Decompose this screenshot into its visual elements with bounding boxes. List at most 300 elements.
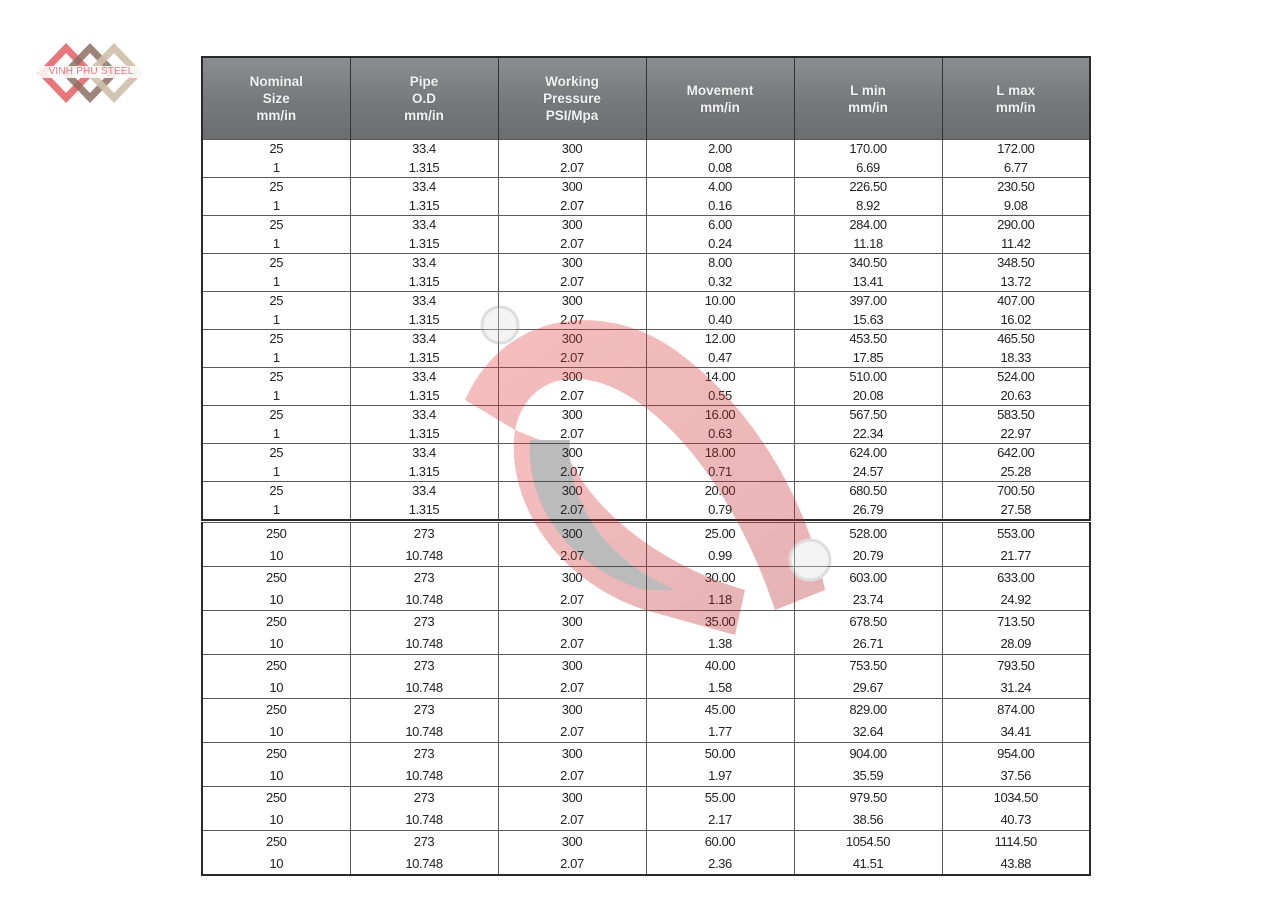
imperial-value: 26.79: [852, 501, 884, 517]
imperial-value: 18.33: [1000, 349, 1032, 365]
cell-size: [202, 444, 350, 482]
imperial-value: 10: [269, 547, 284, 563]
imperial-value: 24.57: [852, 463, 884, 479]
cell-movement: [646, 567, 794, 611]
metric-value: 300: [561, 790, 583, 805]
cell-lmin: [794, 140, 942, 178]
metric-value: 25: [269, 141, 284, 156]
cell-movement: [646, 406, 794, 444]
imperial-value: 10.748: [405, 547, 443, 563]
imperial-value: 10.748: [405, 591, 443, 607]
imperial-value: 2.07: [560, 387, 584, 403]
imperial-value: 10.748: [405, 635, 443, 651]
metric-value: 2.00: [708, 141, 732, 156]
imperial-value: 10: [269, 855, 284, 871]
metric-value: 583.50: [997, 407, 1035, 422]
cell-od: [350, 655, 498, 699]
metric-value: 300: [561, 179, 583, 194]
spec-table-section-1: [201, 56, 1091, 521]
cell-pressure: [498, 655, 646, 699]
imperial-value: 10.748: [405, 679, 443, 695]
cell-od: [350, 406, 498, 444]
metric-value: 753.50: [849, 658, 887, 673]
cell-size: [202, 216, 350, 254]
imperial-value: 2.07: [560, 591, 584, 607]
imperial-value: 0.08: [708, 159, 732, 175]
metric-value: 340.50: [849, 255, 887, 270]
cell-size: [202, 140, 350, 178]
cell-pressure: [498, 699, 646, 743]
metric-value: 300: [561, 834, 583, 849]
cell-size: [202, 743, 350, 787]
cell-lmin: [794, 611, 942, 655]
cell-pressure: [498, 216, 646, 254]
imperial-value: 2.07: [560, 679, 584, 695]
metric-value: 16.00: [704, 407, 736, 422]
metric-value: 60.00: [704, 834, 736, 849]
imperial-value: 10: [269, 811, 284, 827]
metric-value: 284.00: [849, 217, 887, 232]
metric-value: 700.50: [997, 483, 1035, 498]
imperial-value: 0.32: [708, 273, 732, 289]
cell-od: [350, 611, 498, 655]
cell-pressure: [498, 444, 646, 482]
metric-value: 1054.50: [845, 834, 891, 849]
imperial-value: 22.97: [1000, 425, 1032, 441]
imperial-value: 1.315: [408, 273, 440, 289]
metric-value: 524.00: [997, 369, 1035, 384]
imperial-value: 1: [272, 197, 280, 213]
imperial-value: 1: [272, 273, 280, 289]
imperial-value: 2.07: [560, 311, 584, 327]
cell-od: [350, 831, 498, 876]
metric-value: 510.00: [849, 369, 887, 384]
cell-lmax: [942, 292, 1090, 330]
imperial-value: 2.07: [560, 501, 584, 517]
imperial-value: 1.315: [408, 463, 440, 479]
imperial-value: 1: [272, 349, 280, 365]
imperial-value: 1.315: [408, 425, 440, 441]
imperial-value: 20.79: [852, 547, 884, 563]
cell-od: [350, 567, 498, 611]
cell-movement: [646, 699, 794, 743]
cell-lmin: [794, 330, 942, 368]
imperial-value: 2.07: [560, 349, 584, 365]
cell-pressure: [498, 567, 646, 611]
cell-lmax: [942, 787, 1090, 831]
cell-od: [350, 330, 498, 368]
metric-value: 633.00: [997, 570, 1035, 585]
cell-lmin: [794, 368, 942, 406]
metric-value: 25: [269, 331, 284, 346]
metric-value: 603.00: [849, 570, 887, 585]
metric-value: 50.00: [704, 746, 736, 761]
metric-value: 1114.50: [994, 834, 1037, 849]
metric-value: 35.00: [704, 614, 736, 629]
imperial-value: 1.315: [408, 235, 440, 251]
imperial-value: 10.748: [405, 723, 443, 739]
cell-size: [202, 254, 350, 292]
cell-pressure: [498, 406, 646, 444]
metric-value: 33.4: [412, 483, 436, 498]
cell-od: [350, 523, 498, 567]
imperial-value: 20.08: [852, 387, 884, 403]
cell-lmax: [942, 743, 1090, 787]
spec-table-section-2: [201, 522, 1091, 876]
cell-movement: [646, 178, 794, 216]
table-row: [202, 140, 1090, 178]
cell-lmin: [794, 444, 942, 482]
metric-value: 348.50: [997, 255, 1035, 270]
imperial-value: 11.42: [1000, 235, 1031, 251]
metric-value: 273: [413, 570, 435, 585]
cell-movement: [646, 330, 794, 368]
cell-lmax: [942, 406, 1090, 444]
cell-size: [202, 292, 350, 330]
table-row: [202, 406, 1090, 444]
metric-value: 250: [266, 702, 287, 717]
imperial-value: 1: [272, 463, 280, 479]
table-row: [202, 831, 1090, 876]
cell-size: [202, 178, 350, 216]
imperial-value: 1.315: [408, 349, 440, 365]
imperial-value: 1.58: [708, 679, 732, 695]
imperial-value: 13.41: [852, 273, 884, 289]
metric-value: 624.00: [849, 445, 887, 460]
imperial-value: 2.17: [708, 811, 732, 827]
imperial-value: 31.24: [1000, 679, 1032, 695]
table-row: [202, 254, 1090, 292]
cell-movement: [646, 368, 794, 406]
metric-value: 6.00: [708, 217, 732, 232]
metric-value: 250: [266, 526, 287, 541]
imperial-value: 0.55: [708, 387, 732, 403]
imperial-value: 21.77: [1000, 547, 1032, 563]
imperial-value: 0.24: [708, 235, 732, 251]
imperial-value: 10.748: [405, 855, 443, 871]
imperial-value: 1.77: [708, 723, 732, 739]
metric-value: 55.00: [704, 790, 736, 805]
table-row: [202, 699, 1090, 743]
imperial-value: 1: [272, 235, 280, 251]
metric-value: 33.4: [412, 407, 436, 422]
imperial-value: 26.71: [852, 635, 884, 651]
imperial-value: 2.07: [560, 767, 584, 783]
metric-value: 30.00: [704, 570, 736, 585]
table-row: [202, 743, 1090, 787]
header-pipe-od: Pipe O.D mm/in: [350, 57, 498, 140]
metric-value: 33.4: [412, 369, 436, 384]
imperial-value: 10.748: [405, 767, 443, 783]
imperial-value: 43.88: [1000, 855, 1032, 871]
imperial-value: 2.07: [560, 463, 584, 479]
metric-value: 250: [266, 834, 287, 849]
cell-size: [202, 699, 350, 743]
metric-value: 172.00: [997, 141, 1035, 156]
metric-value: 25: [269, 445, 284, 460]
metric-value: 8.00: [708, 255, 732, 270]
imperial-value: 27.58: [1000, 501, 1032, 517]
metric-value: 290.00: [997, 217, 1035, 232]
cell-size: [202, 482, 350, 521]
cell-pressure: [498, 330, 646, 368]
metric-value: 678.50: [849, 614, 887, 629]
metric-value: 250: [266, 658, 287, 673]
cell-lmin: [794, 178, 942, 216]
metric-value: 25: [269, 407, 284, 422]
cell-lmin: [794, 254, 942, 292]
metric-value: 300: [561, 255, 583, 270]
imperial-value: 2.36: [708, 855, 732, 871]
cell-lmax: [942, 611, 1090, 655]
imperial-value: 13.72: [1000, 273, 1032, 289]
header-working-pressure: Working Pressure PSI/Mpa: [498, 57, 646, 140]
metric-value: 1034.50: [993, 790, 1038, 805]
imperial-value: 15.63: [852, 311, 884, 327]
metric-value: 397.00: [849, 293, 887, 308]
metric-value: 18.00: [704, 445, 736, 460]
cell-movement: [646, 292, 794, 330]
cell-lmax: [942, 140, 1090, 178]
cell-lmin: [794, 292, 942, 330]
section-2-body: [202, 523, 1090, 876]
cell-od: [350, 368, 498, 406]
metric-value: 273: [413, 614, 435, 629]
imperial-value: 2.07: [560, 197, 584, 213]
cell-movement: [646, 482, 794, 521]
metric-value: 25: [269, 179, 284, 194]
imperial-value: 2.07: [560, 811, 584, 827]
imperial-value: 10.748: [405, 811, 443, 827]
cell-od: [350, 216, 498, 254]
cell-pressure: [498, 831, 646, 876]
metric-value: 4.00: [708, 179, 732, 194]
imperial-value: 1.315: [408, 197, 440, 213]
imperial-value: 1.315: [408, 387, 440, 403]
imperial-value: 0.79: [708, 501, 732, 517]
imperial-value: 41.51: [852, 855, 884, 871]
table-row: [202, 655, 1090, 699]
imperial-value: 1.315: [408, 311, 440, 327]
table-row: [202, 292, 1090, 330]
cell-od: [350, 254, 498, 292]
metric-value: 300: [561, 570, 583, 585]
table-row: [202, 330, 1090, 368]
metric-value: 25: [269, 483, 284, 498]
imperial-value: 2.07: [560, 425, 584, 441]
metric-value: 273: [413, 526, 435, 541]
metric-value: 300: [561, 483, 583, 498]
imperial-value: 10: [269, 723, 284, 739]
metric-value: 300: [561, 293, 583, 308]
metric-value: 300: [561, 614, 583, 629]
metric-value: 33.4: [412, 293, 436, 308]
header-l-max: L max mm/in: [942, 57, 1090, 140]
metric-value: 553.00: [997, 526, 1035, 541]
metric-value: 300: [561, 217, 583, 232]
table-row: [202, 611, 1090, 655]
cell-pressure: [498, 254, 646, 292]
cell-lmax: [942, 482, 1090, 521]
cell-size: [202, 368, 350, 406]
table-row: [202, 444, 1090, 482]
metric-value: 273: [413, 658, 435, 673]
metric-value: 407.00: [997, 293, 1035, 308]
cell-pressure: [498, 482, 646, 521]
cell-pressure: [498, 178, 646, 216]
metric-value: 250: [266, 746, 287, 761]
imperial-value: 1.38: [708, 635, 732, 651]
cell-pressure: [498, 368, 646, 406]
metric-value: 300: [561, 369, 583, 384]
table-row: [202, 567, 1090, 611]
metric-value: 642.00: [997, 445, 1035, 460]
cell-pressure: [498, 523, 646, 567]
cell-pressure: [498, 292, 646, 330]
metric-value: 33.4: [412, 141, 436, 156]
metric-value: 829.00: [849, 702, 887, 717]
metric-value: 33.4: [412, 217, 436, 232]
cell-od: [350, 743, 498, 787]
metric-value: 33.4: [412, 179, 436, 194]
metric-value: 25: [269, 255, 284, 270]
cell-lmax: [942, 216, 1090, 254]
imperial-value: 2.07: [560, 273, 584, 289]
metric-value: 300: [561, 702, 583, 717]
cell-od: [350, 699, 498, 743]
cell-lmax: [942, 178, 1090, 216]
imperial-value: 1: [272, 501, 280, 517]
metric-value: 25.00: [704, 526, 736, 541]
cell-movement: [646, 444, 794, 482]
cell-lmin: [794, 743, 942, 787]
table-row: [202, 368, 1090, 406]
logo-text: VINH PHU STEEL: [38, 66, 144, 78]
imperial-value: 10: [269, 679, 284, 695]
imperial-value: 10: [269, 635, 284, 651]
header-nominal-size: Nominal Size mm/in: [202, 57, 350, 140]
cell-lmax: [942, 368, 1090, 406]
metric-value: 300: [561, 141, 583, 156]
imperial-value: 29.67: [852, 679, 884, 695]
metric-value: 680.50: [849, 483, 887, 498]
cell-lmax: [942, 254, 1090, 292]
cell-lmin: [794, 655, 942, 699]
cell-lmax: [942, 330, 1090, 368]
metric-value: 250: [266, 570, 287, 585]
imperial-value: 2.07: [560, 723, 584, 739]
cell-pressure: [498, 743, 646, 787]
cell-lmin: [794, 699, 942, 743]
imperial-value: 1: [272, 159, 280, 175]
cell-pressure: [498, 787, 646, 831]
cell-lmax: [942, 523, 1090, 567]
cell-movement: [646, 611, 794, 655]
imperial-value: 2.07: [560, 855, 584, 871]
cell-od: [350, 444, 498, 482]
imperial-value: 1: [272, 425, 280, 441]
imperial-value: 10: [269, 591, 284, 607]
logo-vinh-phu-steel: [36, 40, 144, 106]
metric-value: 250: [266, 614, 287, 629]
imperial-value: 24.92: [1000, 591, 1032, 607]
metric-value: 300: [561, 407, 583, 422]
metric-value: 33.4: [412, 255, 436, 270]
imperial-value: 6.69: [856, 159, 880, 175]
metric-value: 250: [266, 790, 287, 805]
cell-size: [202, 567, 350, 611]
cell-size: [202, 787, 350, 831]
imperial-value: 1.315: [408, 159, 440, 175]
metric-value: 874.00: [997, 702, 1035, 717]
metric-value: 273: [413, 834, 435, 849]
metric-value: 300: [561, 445, 583, 460]
imperial-value: 35.59: [852, 767, 884, 783]
imperial-value: 11.18: [853, 235, 883, 251]
metric-value: 300: [561, 658, 583, 673]
cell-movement: [646, 254, 794, 292]
imperial-value: 9.08: [1003, 197, 1028, 213]
cell-size: [202, 330, 350, 368]
cell-size: [202, 523, 350, 567]
cell-lmax: [942, 444, 1090, 482]
cell-movement: [646, 787, 794, 831]
metric-value: 33.4: [412, 445, 436, 460]
imperial-value: 0.16: [708, 197, 732, 213]
cell-pressure: [498, 140, 646, 178]
metric-value: 12.00: [704, 331, 736, 346]
cell-size: [202, 611, 350, 655]
metric-value: 230.50: [997, 179, 1035, 194]
metric-value: 300: [561, 746, 583, 761]
cell-lmin: [794, 523, 942, 567]
imperial-value: 1: [272, 387, 280, 403]
imperial-value: 16.02: [1000, 311, 1032, 327]
cell-lmax: [942, 567, 1090, 611]
metric-value: 25: [269, 217, 284, 232]
table-row: [202, 523, 1090, 567]
metric-value: 10.00: [704, 293, 736, 308]
metric-value: 170.00: [849, 141, 887, 156]
cell-lmin: [794, 787, 942, 831]
table-row: [202, 787, 1090, 831]
header-movement: Movement mm/in: [646, 57, 794, 140]
imperial-value: 22.34: [852, 425, 884, 441]
imperial-value: 25.28: [1000, 463, 1032, 479]
imperial-value: 8.92: [856, 197, 880, 213]
cell-movement: [646, 743, 794, 787]
metric-value: 465.50: [997, 331, 1035, 346]
imperial-value: 0.47: [708, 349, 732, 365]
imperial-value: 2.07: [560, 159, 584, 175]
cell-size: [202, 655, 350, 699]
metric-value: 904.00: [849, 746, 887, 761]
cell-movement: [646, 216, 794, 254]
cell-od: [350, 178, 498, 216]
metric-value: 528.00: [849, 526, 887, 541]
imperial-value: 2.07: [560, 235, 584, 251]
metric-value: 25: [269, 369, 284, 384]
imperial-value: 0.40: [708, 311, 732, 327]
cell-movement: [646, 831, 794, 876]
metric-value: 453.50: [849, 331, 887, 346]
metric-value: 273: [413, 746, 435, 761]
metric-value: 45.00: [704, 702, 736, 717]
metric-value: 25: [269, 293, 284, 308]
cell-lmin: [794, 406, 942, 444]
metric-value: 40.00: [704, 658, 736, 673]
cell-od: [350, 140, 498, 178]
